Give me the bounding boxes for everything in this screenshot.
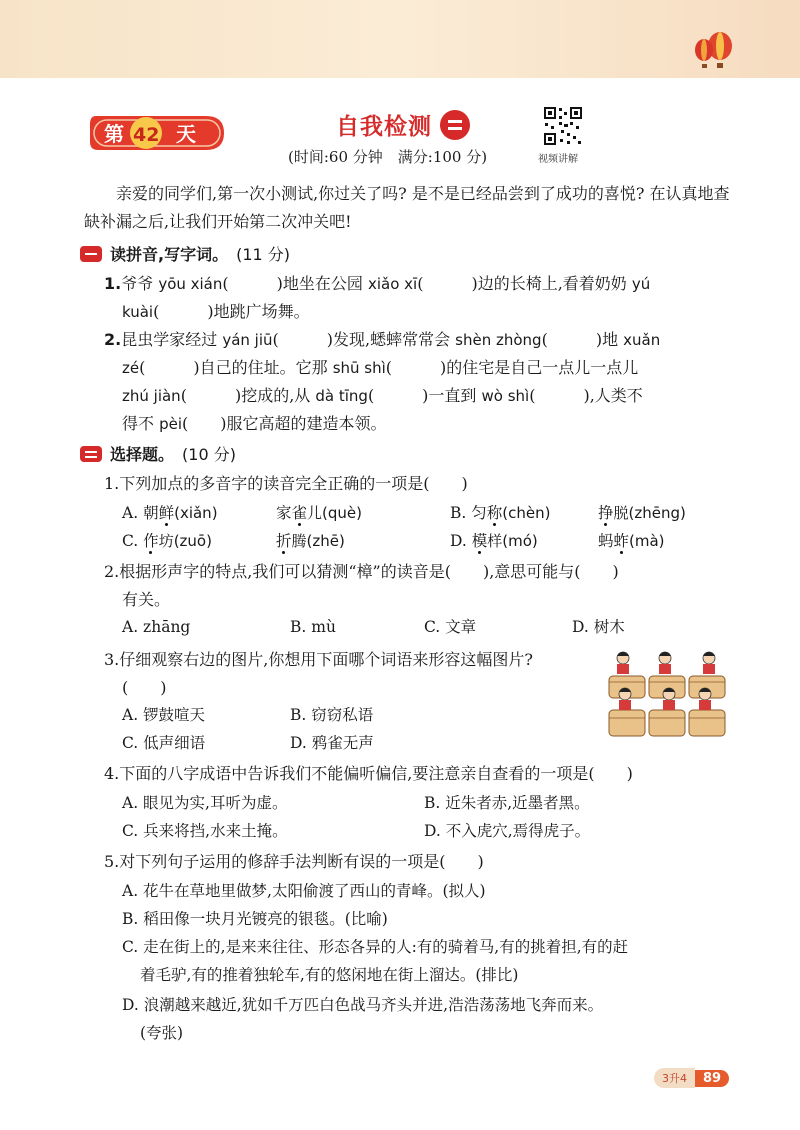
text-with-blank[interactable]: ( )地 xyxy=(541,330,624,349)
qr-caption: 视频讲解 xyxy=(538,154,578,165)
hot-air-balloon-icon xyxy=(690,30,738,72)
option-2-3-d[interactable]: D. 鸦雀无声 xyxy=(290,734,374,752)
section-1-score: (11 分) xyxy=(236,245,291,264)
option-text: 样(mó) xyxy=(487,532,538,550)
option-2-5-d[interactable]: D. 浪潮越来越近,犹如千万匹白色战马齐头并进,浩浩荡荡地飞奔而来。 xyxy=(122,996,604,1014)
option-label: D. xyxy=(450,532,472,550)
text-with-blank[interactable]: ( )地坐在公园 xyxy=(222,274,368,293)
pinyin: kuài xyxy=(122,303,154,321)
option-2-1-a2[interactable] xyxy=(276,500,362,526)
dotted-char: 模 xyxy=(471,532,488,550)
option-2-3-c[interactable]: C. 低声细语 xyxy=(122,734,206,752)
option-2-4-b[interactable]: B. 近朱者赤,近墨者黑。 xyxy=(424,794,590,812)
option-2-1-c2[interactable] xyxy=(276,528,345,554)
pinyin: zé xyxy=(122,359,140,377)
dotted-char: 雀 xyxy=(291,504,308,522)
page-number: 89 xyxy=(695,1070,729,1087)
option-2-4-d[interactable]: D. 不入虎穴,焉得虎子。 xyxy=(424,822,591,840)
pinyin: shū shì xyxy=(332,359,386,377)
day-badge xyxy=(86,112,228,154)
page-title-group xyxy=(336,108,470,141)
option-2-3-b[interactable]: B. 窃窃私语 xyxy=(290,706,374,724)
pinyin: xiǎo xī xyxy=(367,275,418,293)
text-with-blank[interactable]: ( )地跳广场舞。 xyxy=(153,302,310,321)
option-2-4-a[interactable]: A. 眼见为实,耳听为虚。 xyxy=(122,794,288,812)
dotted-char: 折 xyxy=(276,532,292,550)
option-2-1-c[interactable] xyxy=(122,528,212,554)
question-1-1-cont xyxy=(122,298,742,326)
option-2-4-c[interactable]: C. 兵来将挡,水来土掩。 xyxy=(122,822,288,840)
pinyin: shèn zhòng xyxy=(455,331,542,349)
option-text: 朝 xyxy=(143,504,159,522)
question-2-4-stem: 4.下面的八字成语中告诉我们不能偏听偏信,要注意亲自查看的一项是( ) xyxy=(104,764,633,783)
option-text: 儿(què) xyxy=(307,504,362,522)
option-2-5-b[interactable]: B. 稻田像一块月光镀亮的银毯。(比喻) xyxy=(122,910,388,928)
dotted-char: 作 xyxy=(143,532,159,550)
page-title: 自我检测 xyxy=(336,114,432,140)
option-label: C. xyxy=(122,532,144,550)
question-number: 2. xyxy=(104,330,122,349)
pinyin: yōu xián xyxy=(158,275,223,293)
option-2-5-c[interactable]: C. 走在街上的,是来来往往、形态各异的人:有的骑着马,有的挑着担,有的赶 xyxy=(122,938,629,956)
question-1-2-line2 xyxy=(122,354,742,382)
option-label: A. xyxy=(122,504,144,522)
option-text: 脱(zhēng) xyxy=(613,504,686,522)
number-two-badge-icon xyxy=(440,110,470,140)
text: 昆虫学家经过 xyxy=(121,330,223,349)
option-2-1-b[interactable] xyxy=(450,500,550,526)
text-with-blank[interactable]: ( )挖成的,从 xyxy=(180,386,316,405)
option-text: 坊(zuō) xyxy=(158,532,212,550)
option-2-1-d[interactable] xyxy=(450,528,538,554)
pinyin: dà tīng xyxy=(315,387,368,405)
section-2-title: 选择题。 xyxy=(110,445,175,464)
text-with-blank[interactable]: ( )边的长椅上,看着奶奶 xyxy=(417,274,632,293)
question-2-3-stem: 3.仔细观察右边的图片,你想用下面哪个词语来形容这幅图片? xyxy=(104,650,533,669)
option-text: (xiǎn) xyxy=(174,504,218,522)
question-1-2-line3 xyxy=(122,382,742,410)
option-2-2-b[interactable]: B. mù xyxy=(290,618,336,636)
text: 得不 xyxy=(122,414,160,433)
time-info: (时间:60 分钟 满分:100 分) xyxy=(288,148,488,166)
question-2-2-stem: 2.根据形声字的特点,我们可以猜测“樟”的读音是( ),意思可能与( ) xyxy=(104,562,619,581)
pinyin: yú xyxy=(631,275,651,293)
svg-text:天: 天 xyxy=(176,122,196,146)
text-with-blank[interactable]: ( )一直到 xyxy=(367,386,482,405)
question-1-1 xyxy=(104,270,744,298)
question-1-2 xyxy=(104,326,744,354)
dotted-char: 鲜 xyxy=(158,504,175,522)
question-1-2-line4 xyxy=(122,410,742,438)
text-with-blank[interactable]: ( )的住宅是自己一点儿一点儿 xyxy=(385,358,639,377)
page-footer-tag xyxy=(654,1068,729,1088)
section-number-one-icon xyxy=(80,246,102,262)
option-2-1-a[interactable] xyxy=(122,500,218,526)
text: 爷爷 xyxy=(121,274,159,293)
question-2-2-stem-cont: 有关。 xyxy=(122,590,171,609)
option-2-5-d-cont: (夸张) xyxy=(140,1024,184,1042)
pinyin: pèi xyxy=(159,415,183,433)
svg-text:42: 42 xyxy=(133,124,160,146)
text-with-blank[interactable]: ( ),人类不 xyxy=(529,386,643,405)
option-text: 家 xyxy=(276,504,292,522)
option-2-2-d[interactable]: D. 树木 xyxy=(572,618,625,636)
question-2-5-stem: 5.对下列句子运用的修辞手法判断有误的一项是( ) xyxy=(104,852,484,871)
text-with-blank[interactable]: ( )自己的住址。它那 xyxy=(139,358,333,377)
option-2-2-a[interactable]: A. zhāng xyxy=(122,618,191,636)
option-label: B. xyxy=(450,504,472,522)
section-2-heading xyxy=(80,442,236,465)
grade-tag: 3升4 xyxy=(654,1068,695,1088)
option-text: 腾(zhē) xyxy=(291,532,345,550)
pinyin: xuǎn xyxy=(623,331,661,349)
pinyin: wò shì xyxy=(481,387,530,405)
answer-blank[interactable]: ( ) xyxy=(122,678,167,697)
dotted-char: 挣 xyxy=(598,504,614,522)
dotted-char: 称 xyxy=(486,504,503,522)
option-text: (chèn) xyxy=(502,504,551,522)
text-with-blank[interactable]: ( )服它高超的建造本领。 xyxy=(182,414,387,433)
section-2-score: (10 分) xyxy=(182,445,236,464)
section-1-heading xyxy=(80,242,290,265)
option-2-5-c-cont: 着毛驴,有的推着独轮车,有的悠闲地在街上溜达。(排比) xyxy=(140,966,519,984)
question-2-1-stem: 1.下列加点的多音字的读音完全正确的一项是( ) xyxy=(104,474,468,493)
section-1-title: 读拼音,写字词。 xyxy=(110,245,229,264)
option-2-1-b2[interactable] xyxy=(598,500,686,526)
option-2-2-c[interactable]: C. 文章 xyxy=(424,618,477,636)
option-text: 蚂 xyxy=(598,532,614,550)
dotted-char: 蚱 xyxy=(613,532,630,550)
pinyin: yán jiū xyxy=(222,331,273,349)
top-banner xyxy=(0,0,800,78)
option-text: (mà) xyxy=(629,532,665,550)
intro-text: 亲爱的同学们,第一次小测试,你过关了吗? 是不是已经品尝到了成功的喜悦? 在认真地查缺补漏之后,让我们开始第二次冲关吧! xyxy=(84,184,730,231)
kids-on-drums-illustration xyxy=(605,648,729,740)
text-with-blank[interactable]: ( )发现,蟋蟀常常会 xyxy=(272,330,456,349)
option-2-3-a[interactable]: A. 锣鼓喧天 xyxy=(122,706,206,724)
option-2-1-d2[interactable] xyxy=(598,528,665,554)
option-2-5-a[interactable]: A. 花牛在草地里做梦,太阳偷渡了西山的青峰。(拟人) xyxy=(122,882,486,900)
qr-code-icon[interactable] xyxy=(543,106,583,146)
option-text: 匀 xyxy=(471,504,487,522)
question-number: 1. xyxy=(104,274,122,293)
section-number-two-icon xyxy=(80,446,102,462)
svg-text:第: 第 xyxy=(104,122,124,146)
pinyin: zhú jiàn xyxy=(122,387,181,405)
